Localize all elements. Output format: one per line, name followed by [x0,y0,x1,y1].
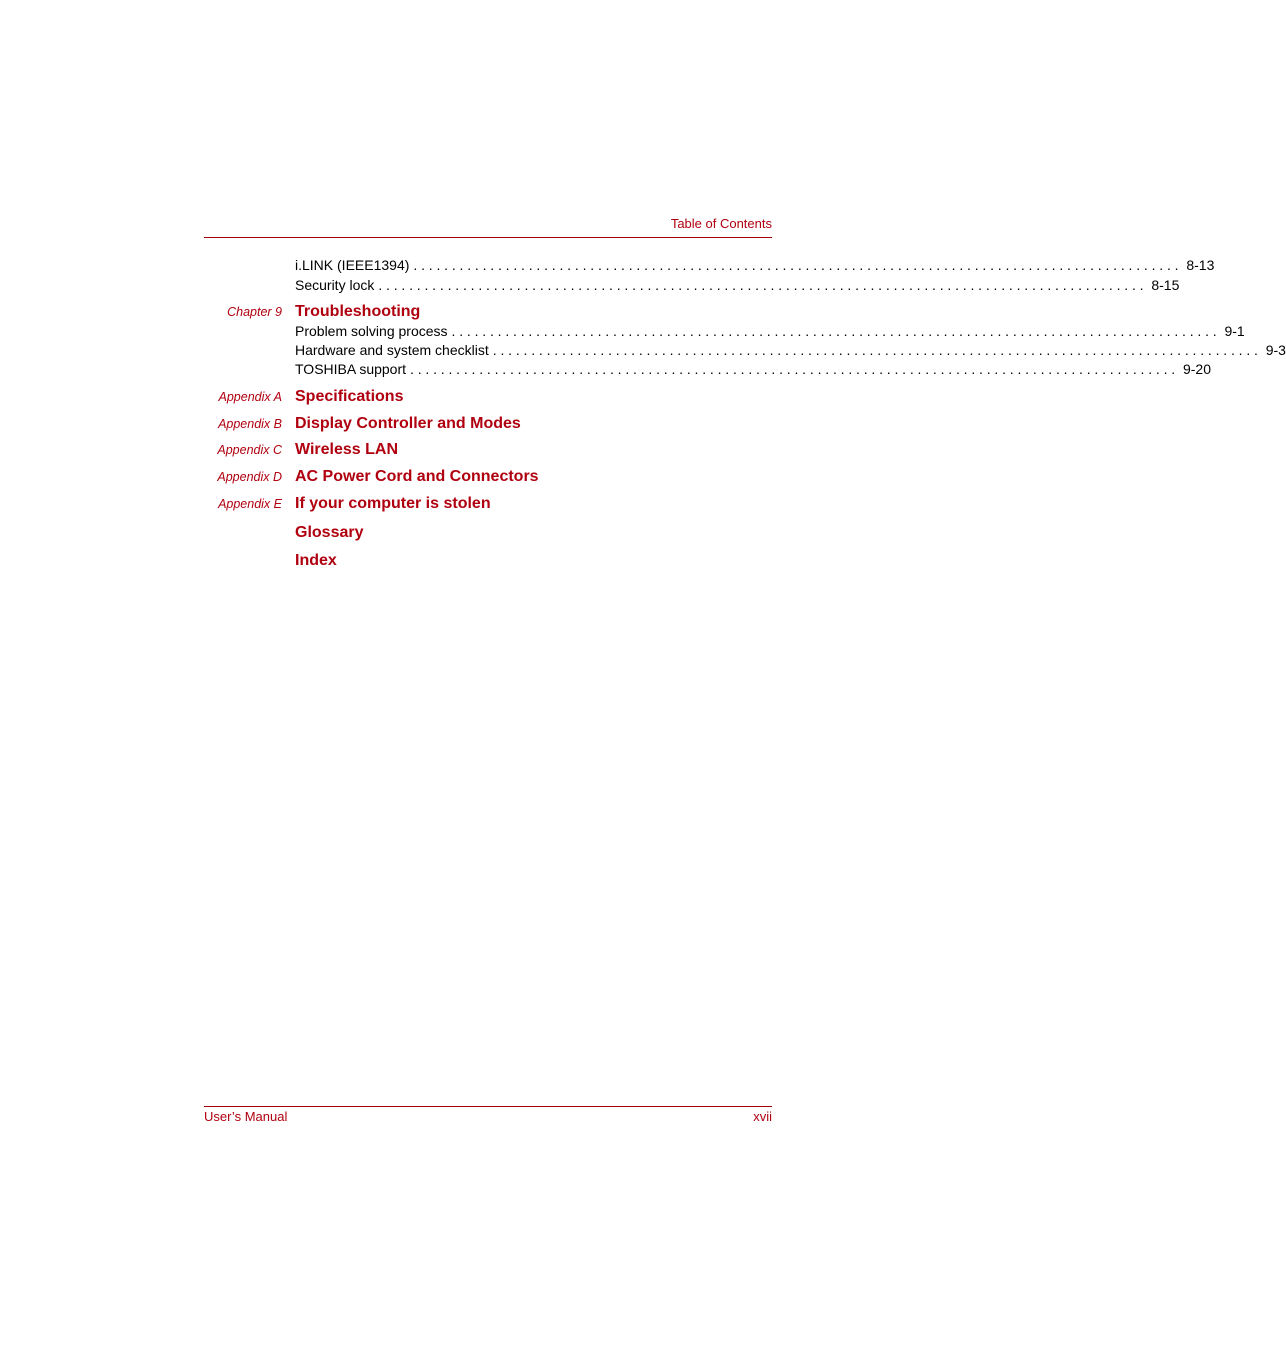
chapter-title-troubleshooting[interactable]: Troubleshooting [295,303,421,320]
index-title[interactable]: Index [295,552,337,569]
chapter-label: Chapter 9 [227,305,282,319]
appendix-title-wireless-lan[interactable]: Wireless LAN [295,441,398,458]
toc-entry-label: Hardware and system checklist [295,342,489,358]
dot-leader: .................................................................................................... [492,342,1262,358]
dot-leader: .................................................................................................... [410,361,1179,377]
dot-leader: .................................................................................................... [413,257,1183,273]
appendix-title-computer-stolen[interactable]: If your computer is stolen [295,495,491,512]
appendix-label: Appendix B [218,417,282,431]
running-header-title: Table of Contents [670,216,772,231]
appendix-title-display-controller[interactable]: Display Controller and Modes [295,415,521,432]
appendix-label: Appendix D [217,470,282,484]
toc-entry-toshiba-support[interactable] [295,361,1212,378]
header-rule [204,237,772,238]
footer-rule [204,1106,772,1107]
appendix-title-specifications[interactable]: Specifications [295,388,404,405]
toc-entry-page: 8-13 [1186,257,1215,273]
appendix-title-ac-power-cord[interactable]: AC Power Cord and Connectors [295,468,539,485]
toc-entry-ilink[interactable] [295,257,1215,274]
toc-entry-page: 8-15 [1151,277,1180,293]
toc-entry-label: Security lock [295,277,375,293]
footer-page-number: xvii [753,1109,772,1124]
toc-entry-security-lock[interactable] [295,277,1180,294]
toc-entry-label: TOSHIBA support [295,361,407,377]
toc-entry-problem-solving[interactable] [295,323,1245,340]
appendix-label: Appendix C [217,443,282,457]
toc-entry-label: i.LINK (IEEE1394) [295,257,410,273]
glossary-title[interactable]: Glossary [295,524,364,541]
toc-entry-page: 9-20 [1182,361,1212,377]
dot-leader: .................................................................................................... [378,277,1148,293]
appendix-label: Appendix A [218,390,282,404]
dot-leader: .................................................................................................... [451,323,1221,339]
footer-manual-title: User’s Manual [204,1109,288,1124]
appendix-label: Appendix E [218,497,282,511]
toc-entry-hardware-checklist[interactable] [295,342,1286,359]
toc-entry-page: 9-1 [1224,323,1245,339]
toc-entry-label: Problem solving process [295,323,448,339]
toc-entry-page: 9-3 [1265,342,1286,358]
